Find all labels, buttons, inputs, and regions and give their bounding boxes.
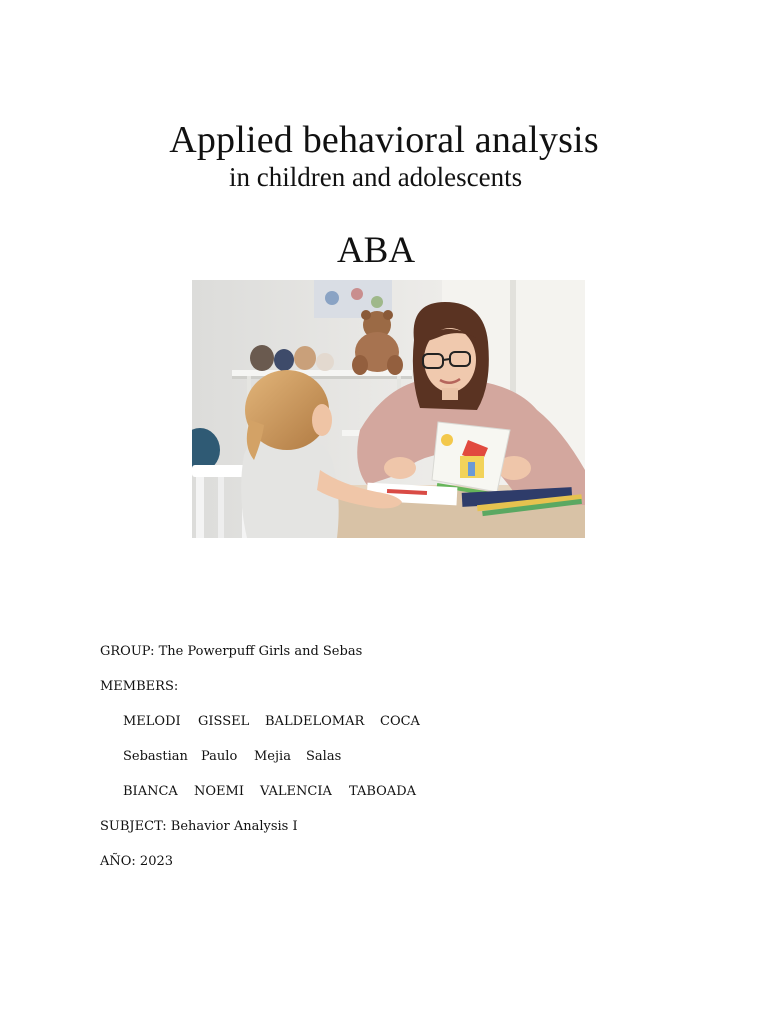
member-name: COCA [380,714,420,729]
cover-photo [192,280,585,538]
member-name: MELODI [123,714,181,729]
member-row [123,748,341,766]
member-row [123,783,416,801]
group-line: GROUP: The Powerpuff Girls and Sebas [100,644,363,659]
member-row [123,713,420,731]
member-name: Salas [306,749,342,764]
member-name: BIANCA [123,784,178,799]
member-name: BALDELOMAR [265,714,365,729]
member-name: Mejia [254,749,291,764]
therapist-with-child-photo [192,280,585,538]
members-label: MEMBERS: [100,679,179,694]
year-line: AÑO: 2023 [100,854,174,869]
member-name: GISSEL [198,714,250,729]
member-name: NOEMI [194,784,244,799]
member-name: VALENCIA [260,784,332,799]
document-acronym: ABA [336,230,416,271]
member-name: Paulo [201,749,238,764]
subject-line: SUBJECT: Behavior Analysis I [100,819,298,834]
member-name: Sebastian [123,749,188,764]
document-title: Applied behavioral analysis [169,119,599,161]
document-subtitle: in children and adolescents [229,162,523,192]
member-name: TABOADA [349,784,416,799]
